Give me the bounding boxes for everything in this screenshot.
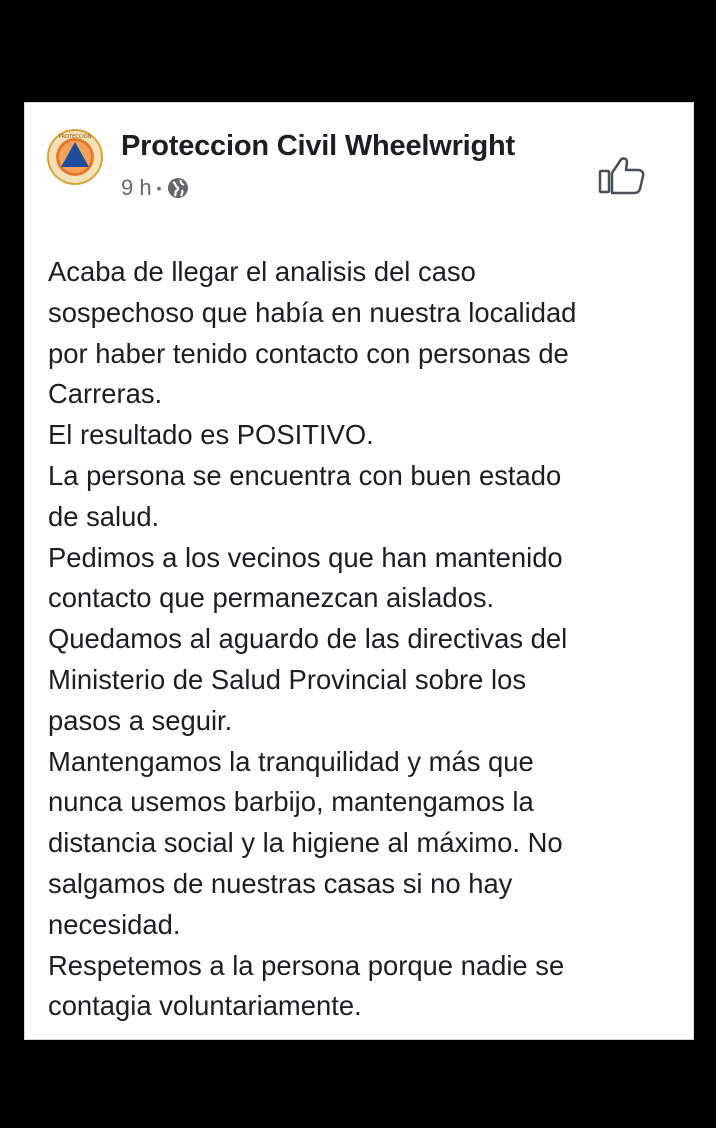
post-line: Quedamos al aguardo de las directivas del — [48, 623, 568, 655]
svg-text:PROTECCIÓN: PROTECCIÓN — [58, 134, 92, 140]
post-line: pasos a seguir. — [48, 704, 233, 736]
post-line: salgamos de nuestras casas si no hay — [48, 867, 513, 899]
like-button[interactable] — [597, 149, 649, 201]
post-line: nunca usemos barbijo, mantengamos la — [48, 786, 534, 818]
post-text — [48, 252, 678, 1027]
post-line: sospechoso que había en nuestra localidad — [48, 296, 577, 328]
avatar[interactable] — [47, 129, 103, 185]
meta-separator: • — [156, 180, 162, 196]
post-meta — [121, 175, 189, 201]
post-line: Ministerio de Salud Provincial sobre los — [48, 663, 527, 695]
post-line: La persona se encuentra con buen estado — [48, 459, 562, 491]
post-line: Pedimos a los vecinos que han mantenido — [48, 541, 563, 573]
post-card — [24, 102, 694, 1040]
post-line: por haber tenido contacto con personas de — [48, 337, 569, 369]
post-line: necesidad. — [48, 908, 181, 940]
post-line: contacto que permanezcan aislados. — [48, 582, 495, 614]
thumbs-up-icon — [597, 149, 649, 201]
post-line: de salud. — [48, 500, 160, 532]
post-line: Respetemos a la persona porque nadie se — [48, 949, 565, 981]
civil-protection-logo-icon — [47, 129, 103, 185]
post-time[interactable]: 9 h — [121, 175, 152, 200]
globe-icon — [167, 177, 189, 199]
post-line: Carreras. — [48, 378, 163, 410]
post-line: Acaba de llegar el analisis del caso — [48, 256, 476, 287]
post-line: contagia voluntariamente. — [48, 990, 362, 1022]
post-line: Mantengamos la tranquilidad y más que — [48, 745, 534, 777]
post-line: distancia social y la higiene al máximo. No — [48, 827, 563, 859]
post-line: El resultado es POSITIVO. — [48, 419, 374, 451]
page-name[interactable]: Proteccion Civil Wheelwright — [121, 130, 516, 162]
